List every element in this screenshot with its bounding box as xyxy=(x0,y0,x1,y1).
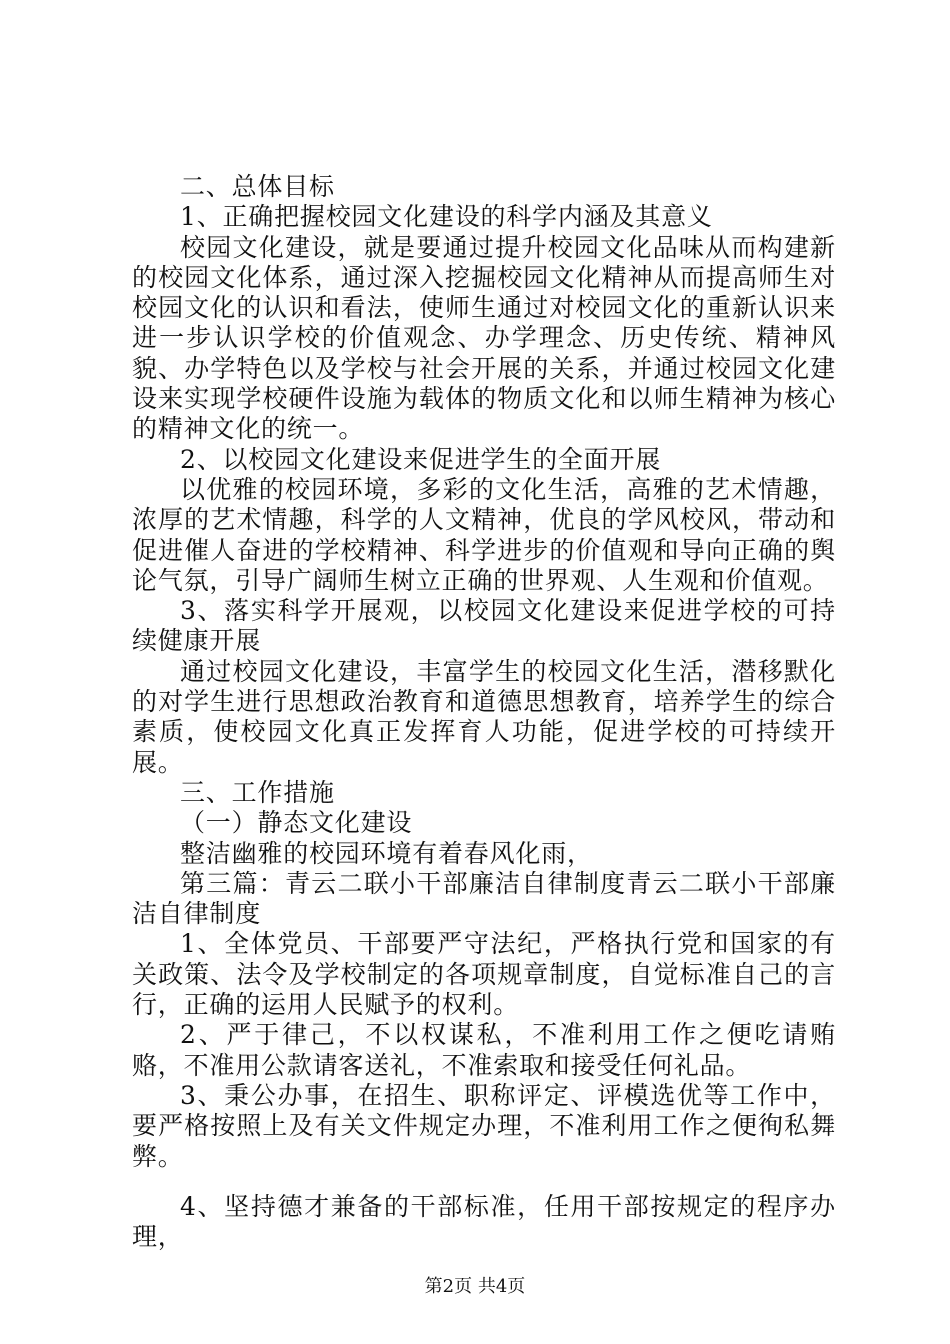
paragraph-goal-3-body: 通过校园文化建设，丰富学生的校园文化生活，潜移默化的对学生进行思想政治教育和道德思想教育，培养学生的综合素质，使校园文化真正发挥育人功能，促进学校的可持续开展。 xyxy=(132,656,836,777)
rule-item-3: 3、秉公办事，在招生、职称评定、评模选优等工作中，要严格按照上及有关文件规定办理，不准利用工作之便徇私舞弊。 xyxy=(132,1080,836,1171)
section-heading-overall-goals: 二、总体目标 xyxy=(180,172,335,201)
rule-item-4: 4、坚持德才兼备的干部标准，任用干部按规定的程序办理， xyxy=(132,1191,836,1252)
document-body xyxy=(132,172,836,1252)
subheading-goal-3: 3、落实科学开展观，以校园文化建设来促进学校的可持续健康开展 xyxy=(132,596,836,656)
paragraph-goal-1-body: 校园文化建设，就是要通过提升校园文化品味从而构建新的校园文化体系，通过深入挖掘校园文化精神从而提高师生对校园文化的认识和看法，使师生通过对校园文化的重新认识来进一步认识学校的价值观念、办学理念、历史传统、精神风貌、办学特色以及学校与社会开展的关系，并通过校园文化建设来实现学校硬件设施为载体的物质文化和以师生精神为核心的精神文化的统一。 xyxy=(132,232,836,444)
subheading-static-culture: （一）静态文化建设 xyxy=(180,808,413,838)
rule-item-1: 1、全体党员、干部要严守法纪，严格执行党和国家的有关政策、法令及学校制定的各项规章制度，自觉标准自己的言行，正确的运用人民赋予的权利。 xyxy=(132,929,836,1020)
section-heading-work-measures: 三、工作措施 xyxy=(180,777,335,807)
paragraph-campus-environment: 整洁幽雅的校园环境有着春风化雨， xyxy=(180,838,593,868)
page-number-footer: 第2页 共4页 xyxy=(424,1276,526,1297)
rule-item-2: 2、严于律己，不以权谋私，不准利用工作之便吃请贿赂，不准用公款请客送礼，不准索取和接受任何礼品。 xyxy=(132,1020,836,1080)
chapter-heading-part-three: 第三篇：青云二联小干部廉洁自律制度青云二联小干部廉洁自律制度 xyxy=(132,868,836,929)
subheading-goal-2: 2、以校园文化建设来促进学生的全面开展 xyxy=(180,444,662,474)
subheading-goal-1: 1、正确把握校园文化建设的科学内涵及其意义 xyxy=(180,202,713,232)
paragraph-goal-2-body: 以优雅的校园环境，多彩的文化生活，高雅的艺术情趣，浓厚的艺术情趣，科学的人文精神，优良的学风校风，带动和促进催人奋进的学校精神、科学进步的价值观和导向正确的舆论气氛，引导广阔师生树立正确的世界观、人生观和价值观。 xyxy=(132,474,836,595)
